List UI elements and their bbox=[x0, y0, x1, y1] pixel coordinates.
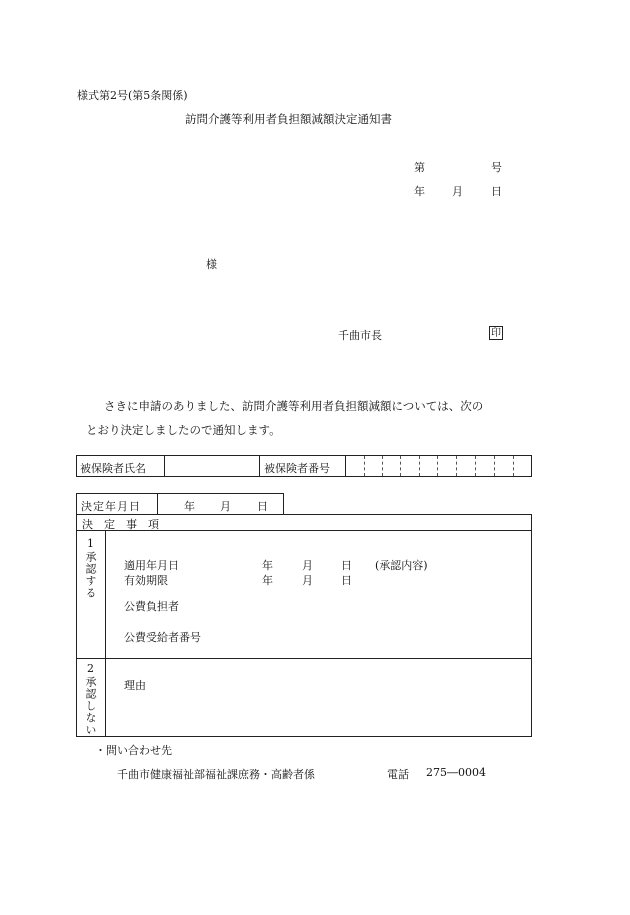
seal-icon bbox=[489, 326, 503, 340]
doc-date-year: 年 bbox=[414, 185, 425, 198]
decision-date-day: 日 bbox=[257, 500, 268, 513]
form-number: 様式第2号(第5条関係) bbox=[77, 89, 188, 102]
body-line-1: さきに申請のありました、訪問介護等利用者負担額減額については、次の bbox=[104, 399, 484, 413]
valid-period-day: 日 bbox=[341, 574, 352, 587]
reason-label: 理由 bbox=[124, 679, 146, 692]
decision-matters-label: 決 定 事 項 bbox=[82, 518, 159, 531]
apply-date-day: 日 bbox=[341, 559, 352, 572]
contact-department: 千曲市健康福祉部福祉課庶務・高齢者係 bbox=[117, 768, 315, 781]
addressee-sama: 様 bbox=[206, 258, 217, 271]
doc-date-month: 月 bbox=[452, 185, 463, 198]
document-title: 訪問介護等利用者負担額減額決定通知書 bbox=[185, 112, 392, 126]
doc-number-dai: 第 bbox=[414, 161, 425, 174]
valid-period-label: 有効期限 bbox=[124, 574, 168, 587]
valid-period-month: 月 bbox=[302, 574, 313, 587]
contact-phone-number: 275―0004 bbox=[426, 766, 486, 779]
decision-date-year: 年 bbox=[184, 500, 195, 513]
apply-date-year: 年 bbox=[262, 559, 273, 572]
public-recipient-label: 公費受給者番号 bbox=[124, 631, 201, 644]
contact-label: ・問い合わせ先 bbox=[95, 744, 172, 757]
reject-side-label: 2承認しない bbox=[84, 662, 97, 736]
valid-period-year: 年 bbox=[262, 574, 273, 587]
decision-date-label: 決定年月日 bbox=[81, 500, 141, 513]
approval-content-label: (承認内容) bbox=[375, 559, 428, 572]
decision-date-month: 月 bbox=[220, 500, 231, 513]
body-line-2: とおり決定しましたので通知します。 bbox=[86, 423, 281, 437]
seal-label: 印 bbox=[491, 328, 501, 339]
doc-date-day: 日 bbox=[491, 185, 502, 198]
public-payer-label: 公費負担者 bbox=[124, 600, 179, 613]
approve-side-label: 1承認する bbox=[84, 537, 97, 599]
insured-name-label: 被保険者氏名 bbox=[80, 462, 146, 475]
decision-matters-table bbox=[76, 514, 532, 737]
doc-number-go: 号 bbox=[491, 161, 502, 174]
apply-date-label: 適用年月日 bbox=[124, 559, 179, 572]
apply-date-month: 月 bbox=[302, 559, 313, 572]
contact-phone-label: 電話 bbox=[387, 768, 409, 781]
insured-number-label: 被保険者番号 bbox=[264, 462, 330, 475]
issuer-name: 千曲市長 bbox=[338, 329, 382, 342]
